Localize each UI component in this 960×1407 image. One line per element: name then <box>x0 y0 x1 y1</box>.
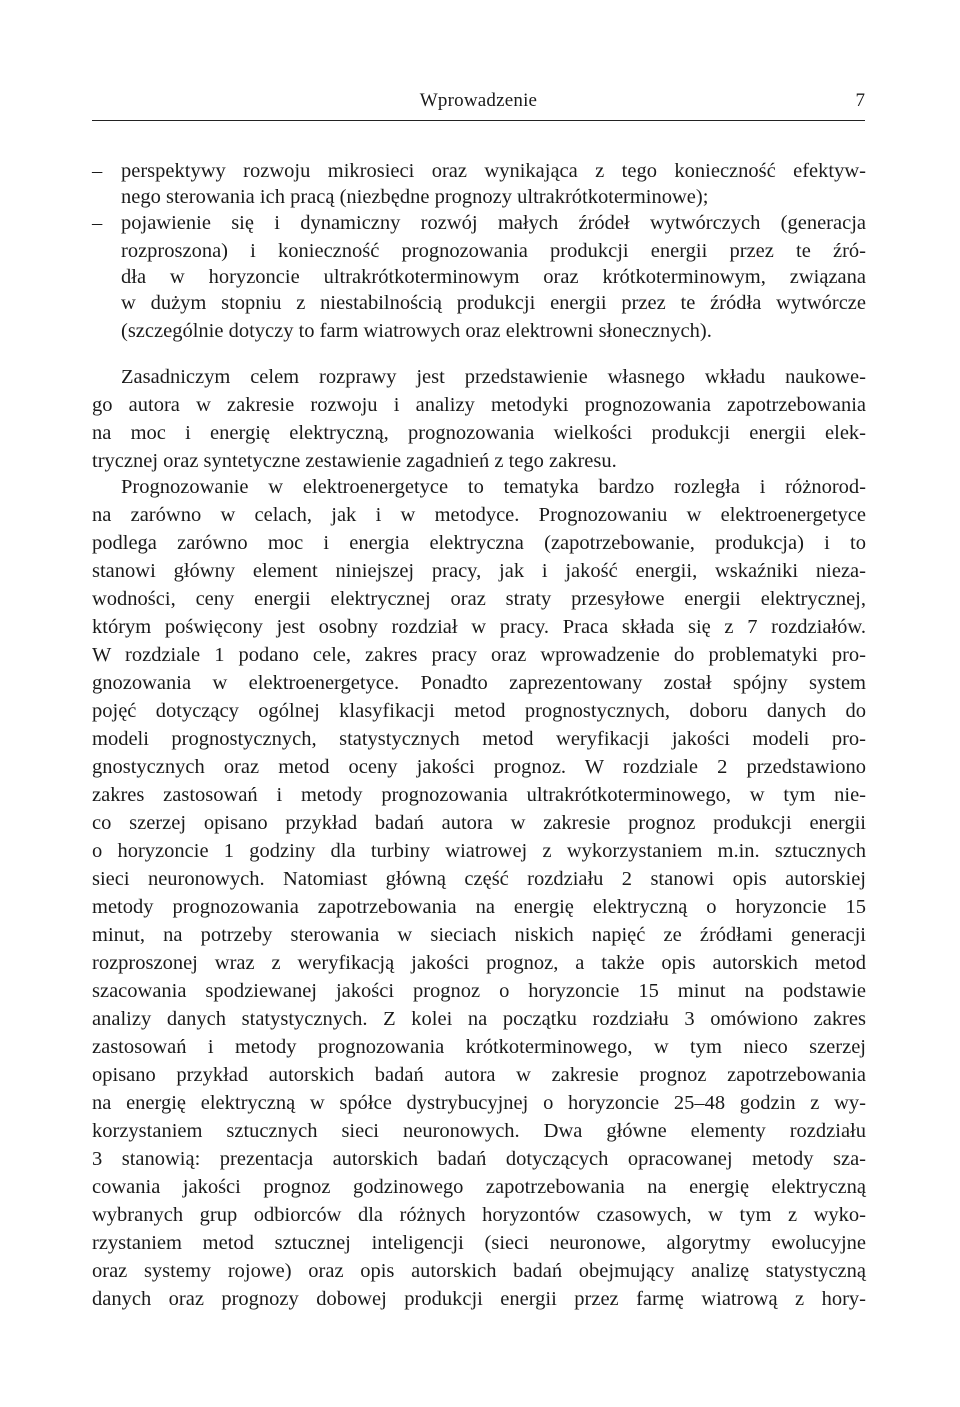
body-line: danych oraz prognozy dobowej produkcji energii przez farmę wiatrową z hory- <box>92 1288 866 1310</box>
body-line: go autora w zakresie rozwoju i analizy metodyki prognozowania zapotrzebowania <box>92 394 866 416</box>
page-number: 7 <box>855 90 865 111</box>
body-line: szacowania spodziewanej jakości prognoz o horyzoncie 15 minut na podstawie <box>92 980 866 1002</box>
bullet-line: rozproszona) i konieczność prognozowania produkcji energii przez te źró- <box>121 240 866 262</box>
body-line: analizy danych statystycznych. Z kolei na początku rozdziału 3 omówiono zakres <box>92 1008 866 1030</box>
body-line: metody prognozowania zapotrzebowania na energię elektryczną o horyzoncie 15 <box>92 896 866 918</box>
body-line: oraz systemy rojowe) oraz opis autorskich badań obejmujący analizę statystyczną <box>92 1260 866 1282</box>
bullet-line: pojawienie się i dynamiczny rozwój małych źródeł wytwórczych (generacja <box>121 212 866 234</box>
body-line: zakres zastosowań i metody prognozowania ultrakrótkoterminowego, w tym nie- <box>92 784 866 806</box>
bullet-line: nego sterowania ich pracą (niezbędne prognozy ultrakrótkoterminowe); <box>121 186 709 208</box>
body-line: o horyzoncie 1 godziny dla turbiny wiatrowej z wykorzystaniem m.in. sztucznych <box>92 840 866 862</box>
bullet-dash: – <box>92 160 103 182</box>
bullet-line: dła w horyzoncie ultrakrótkoterminowym oraz krótkoterminowym, związana <box>121 266 866 288</box>
body-line: W rozdziale 1 podano cele, zakres pracy oraz wprowadzenie do problematyki pro- <box>92 644 866 666</box>
body-line: rozproszonej wraz z weryfikacją jakości prognoz, a także opis autorskich metod <box>92 952 866 974</box>
body-line: Prognozowanie w elektroenergetyce to tematyka bardzo rozległa i różnorod- <box>121 476 866 498</box>
body-line: trycznej oraz syntetyczne zestawienie zagadnień z tego zakresu. <box>92 450 617 472</box>
body-line: 3 stanowią: prezentacja autorskich badań dotyczących opracowanej metody sza- <box>92 1148 866 1170</box>
body-line: modeli prognostycznych, statystycznych metod weryfikacji jakości modeli pro- <box>92 728 866 750</box>
body-line: sieci neuronowych. Natomiast główną część rozdziału 2 stanowi opis autorskiej <box>92 868 866 890</box>
bullet-line: perspektywy rozwoju mikrosieci oraz wynikająca z tego konieczność efektyw- <box>121 160 866 182</box>
body-line: gnozowania w elektroenergetyce. Ponadto zaprezentowany został spójny system <box>92 672 866 694</box>
running-head-title: Wprowadzenie <box>419 90 538 111</box>
body-line: cowania jakości prognoz godzinowego zapotrzebowania na energię elektryczną <box>92 1176 866 1198</box>
body-line: minut, na potrzeby sterowania w sieciach niskich napięć ze źródłami generacji <box>92 924 866 946</box>
body-line: Zasadniczym celem rozprawy jest przedstawienie własnego wkładu naukowe- <box>121 366 866 388</box>
body-line: na energię elektryczną w spółce dystrybucyjnej o horyzoncie 25–48 godzin z wy- <box>92 1092 866 1114</box>
body-line: zastosowań i metody prognozowania krótkoterminowego, w tym nieco szerzej <box>92 1036 866 1058</box>
body-line: co szerzej opisano przykład badań autora w zakresie prognoz produkcji energii <box>92 812 866 834</box>
body-line: pojęć dotyczący ogólnej klasyfikacji metod prognostycznych, doboru danych do <box>92 700 866 722</box>
body-line: na moc i energię elektryczną, prognozowania wielkości produkcji energii elek- <box>92 422 866 444</box>
body-line: którym poświęcony jest osobny rozdział w pracy. Praca składa się z 7 rozdziałów. <box>92 616 866 638</box>
bullet-dash: – <box>92 212 103 234</box>
body-line: korzystaniem sztucznych sieci neuronowych. Dwa główne elementy rozdziału <box>92 1120 866 1142</box>
body-line: wodności, ceny energii elektrycznej oraz straty przesyłowe energii elektrycznej, <box>92 588 866 610</box>
page-header <box>92 90 865 121</box>
body-line: gnostycznych oraz metod oceny jakości prognoz. W rozdziale 2 przedstawiono <box>92 756 866 778</box>
bullet-line: (szczególnie dotyczy to farm wiatrowych oraz elektrowni słonecznych). <box>121 320 712 342</box>
body-line: rzystaniem metod sztucznej inteligencji (sieci neuronowe, algorytmy ewolucyjne <box>92 1232 866 1254</box>
body-line: opisano przykład autorskich badań autora w zakresie prognoz zapotrzebowania <box>92 1064 866 1086</box>
bullet-line: w dużym stopniu z niestabilnością produkcji energii przez te źródła wytwórcze <box>121 292 866 314</box>
body-line: stanowi główny element niniejszej pracy, jak i jakość energii, wskaźniki nieza- <box>92 560 866 582</box>
body-line: na zarówno w celach, jak i w metodyce. Prognozowaniu w elektroenergetyce <box>92 504 866 526</box>
body-line: podlega zarówno moc i energia elektryczna (zapotrzebowanie, produkcja) i to <box>92 532 866 554</box>
body-line: wybranych grup odbiorców dla różnych horyzontów czasowych, w tym z wyko- <box>92 1204 866 1226</box>
